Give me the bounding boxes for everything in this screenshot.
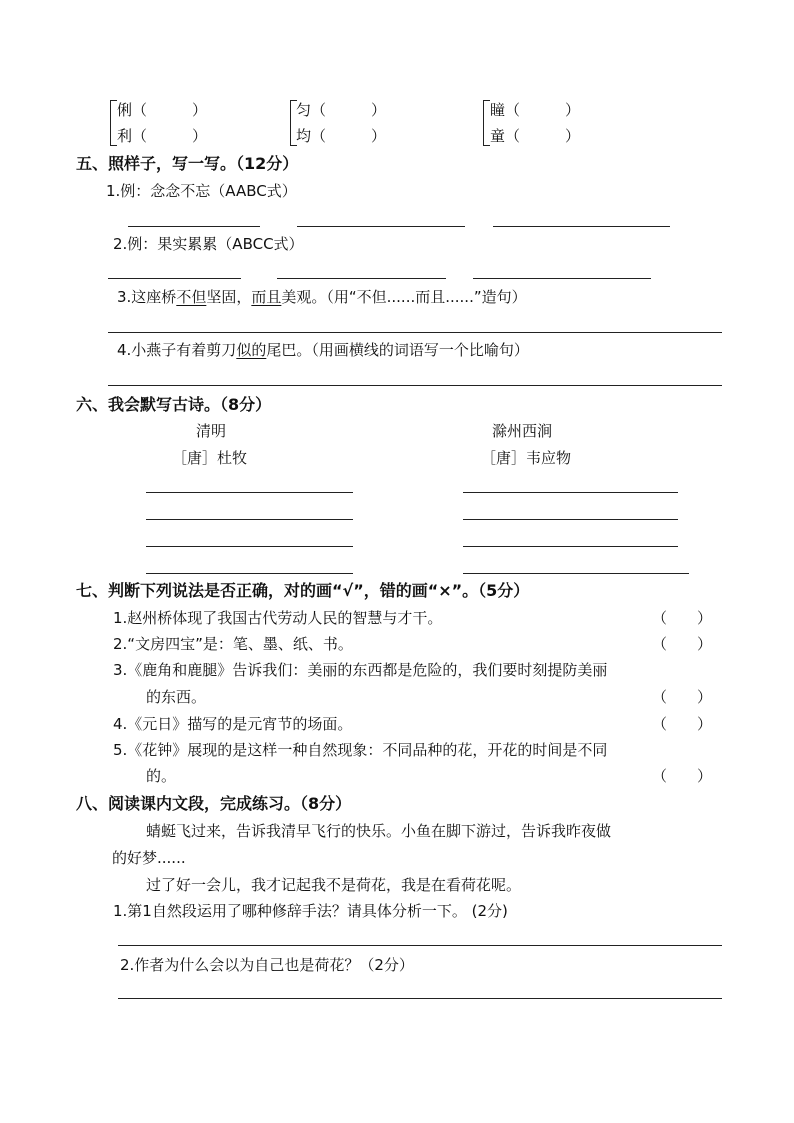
- pair-2-bottom: 均（ ）: [296, 127, 387, 145]
- judge-paren-2[interactable]: （ ）: [652, 635, 713, 653]
- section-5-q2: 2.例：果实累累（ABCC式）: [113, 235, 304, 253]
- pair-1-top: 俐（ ）: [117, 101, 208, 119]
- reading-para-2: 过了好一会儿，我才记起我不是荷花，我是在看荷花呢。: [146, 876, 522, 894]
- answer-line-8-2[interactable]: [118, 998, 722, 999]
- judge-paren-1[interactable]: （ ）: [652, 609, 713, 627]
- judge-item-3-line2: 的东西。: [146, 688, 207, 706]
- q3-underlined-erqie: 而且: [251, 288, 282, 306]
- brace-3: [483, 100, 490, 146]
- section-6-title: 六、我会默写古诗。（8分）: [76, 395, 272, 414]
- judge-item-2: 2.“文房四宝”是：笔、墨、纸、书。: [113, 635, 353, 653]
- poem-2-line-4[interactable]: [463, 573, 689, 574]
- brace-1: [110, 100, 117, 146]
- judge-item-3-line1: 3.《鹿角和鹿腿》告诉我们：美丽的东西都是危险的，我们要时刻提防美丽: [113, 661, 608, 679]
- q3-text-c: 美观。（用“不但......而且......”造句）: [281, 288, 527, 306]
- judge-item-5-line1: 5.《花钟》展现的是这样一种自然现象：不同品种的花，开花的时间是不同: [113, 741, 608, 759]
- section-5-q1: 1.例：念念不忘（AABC式）: [106, 182, 297, 200]
- pair-3-top: 瞳（ ）: [490, 101, 581, 119]
- poem-2-line-2[interactable]: [463, 519, 678, 520]
- answer-line-5-1a[interactable]: [128, 226, 260, 227]
- q3-underlined-budan: 不但: [176, 288, 207, 306]
- answer-line-5-2a[interactable]: [108, 278, 241, 279]
- section-8-title: 八、阅读课内文段，完成练习。（8分）: [76, 794, 352, 813]
- judge-item-4: 4.《元日》描写的是元宵节的场面。: [113, 715, 353, 733]
- judge-paren-5[interactable]: （ ）: [652, 767, 713, 785]
- poem-2-line-1[interactable]: [463, 492, 678, 493]
- poem-2-author: ［唐］韦应物: [481, 449, 572, 467]
- judge-paren-4[interactable]: （ ）: [652, 715, 713, 733]
- reading-para-1-line2: 的好梦......: [112, 849, 186, 867]
- poem-2-title: 滁州西涧: [492, 422, 553, 440]
- pair-2-top: 匀（ ）: [296, 101, 387, 119]
- answer-line-5-1b[interactable]: [297, 226, 465, 227]
- answer-line-5-1c[interactable]: [493, 226, 670, 227]
- poem-1-line-2[interactable]: [146, 519, 353, 520]
- q4-text-b: 尾巴。（用画横线的词语写一个比喻句）: [266, 341, 529, 359]
- section-7-title: 七、判断下列说法是否正确，对的画“√”，错的画“×”。（5分）: [76, 581, 530, 600]
- q3-text-b: 坚固，: [206, 288, 252, 306]
- poem-1-line-1[interactable]: [146, 492, 353, 493]
- q4-underlined-side: 似的: [236, 341, 267, 359]
- q4-text-a: 4.小燕子有着剪刀: [117, 341, 237, 359]
- section-5-q3: [117, 287, 527, 307]
- answer-line-5-2b[interactable]: [277, 278, 446, 279]
- poem-1-line-3[interactable]: [146, 546, 353, 547]
- pair-3-bottom: 童（ ）: [490, 127, 581, 145]
- pair-1-bottom: 利（ ）: [117, 127, 208, 145]
- section-5-q4: [117, 340, 529, 360]
- judge-item-5-line2: 的。: [146, 767, 177, 785]
- answer-line-5-2c[interactable]: [473, 278, 651, 279]
- judge-item-1: 1.赵州桥体现了我国古代劳动人民的智慧与才干。: [113, 609, 443, 627]
- poem-2-line-3[interactable]: [463, 546, 678, 547]
- answer-line-5-4[interactable]: [108, 385, 722, 386]
- q3-text-a: 3.这座桥: [117, 288, 177, 306]
- answer-line-5-3[interactable]: [108, 332, 722, 333]
- poem-1-title: 清明: [196, 422, 227, 440]
- section-8-q1: 1.第1自然段运用了哪种修辞手法？请具体分析一下。 (2分): [113, 902, 508, 920]
- poem-1-author: ［唐］杜牧: [172, 449, 248, 467]
- answer-line-8-1[interactable]: [118, 945, 722, 946]
- judge-paren-3[interactable]: （ ）: [652, 688, 713, 706]
- reading-para-1-line1: 蜻蜓飞过来，告诉我清早飞行的快乐。小鱼在脚下游过，告诉我昨夜做: [146, 822, 612, 840]
- section-8-q2: 2.作者为什么会以为自己也是荷花？（2分）: [120, 956, 414, 974]
- poem-1-line-4[interactable]: [146, 573, 353, 574]
- section-5-title: 五、照样子，写一写。（12分）: [76, 154, 299, 173]
